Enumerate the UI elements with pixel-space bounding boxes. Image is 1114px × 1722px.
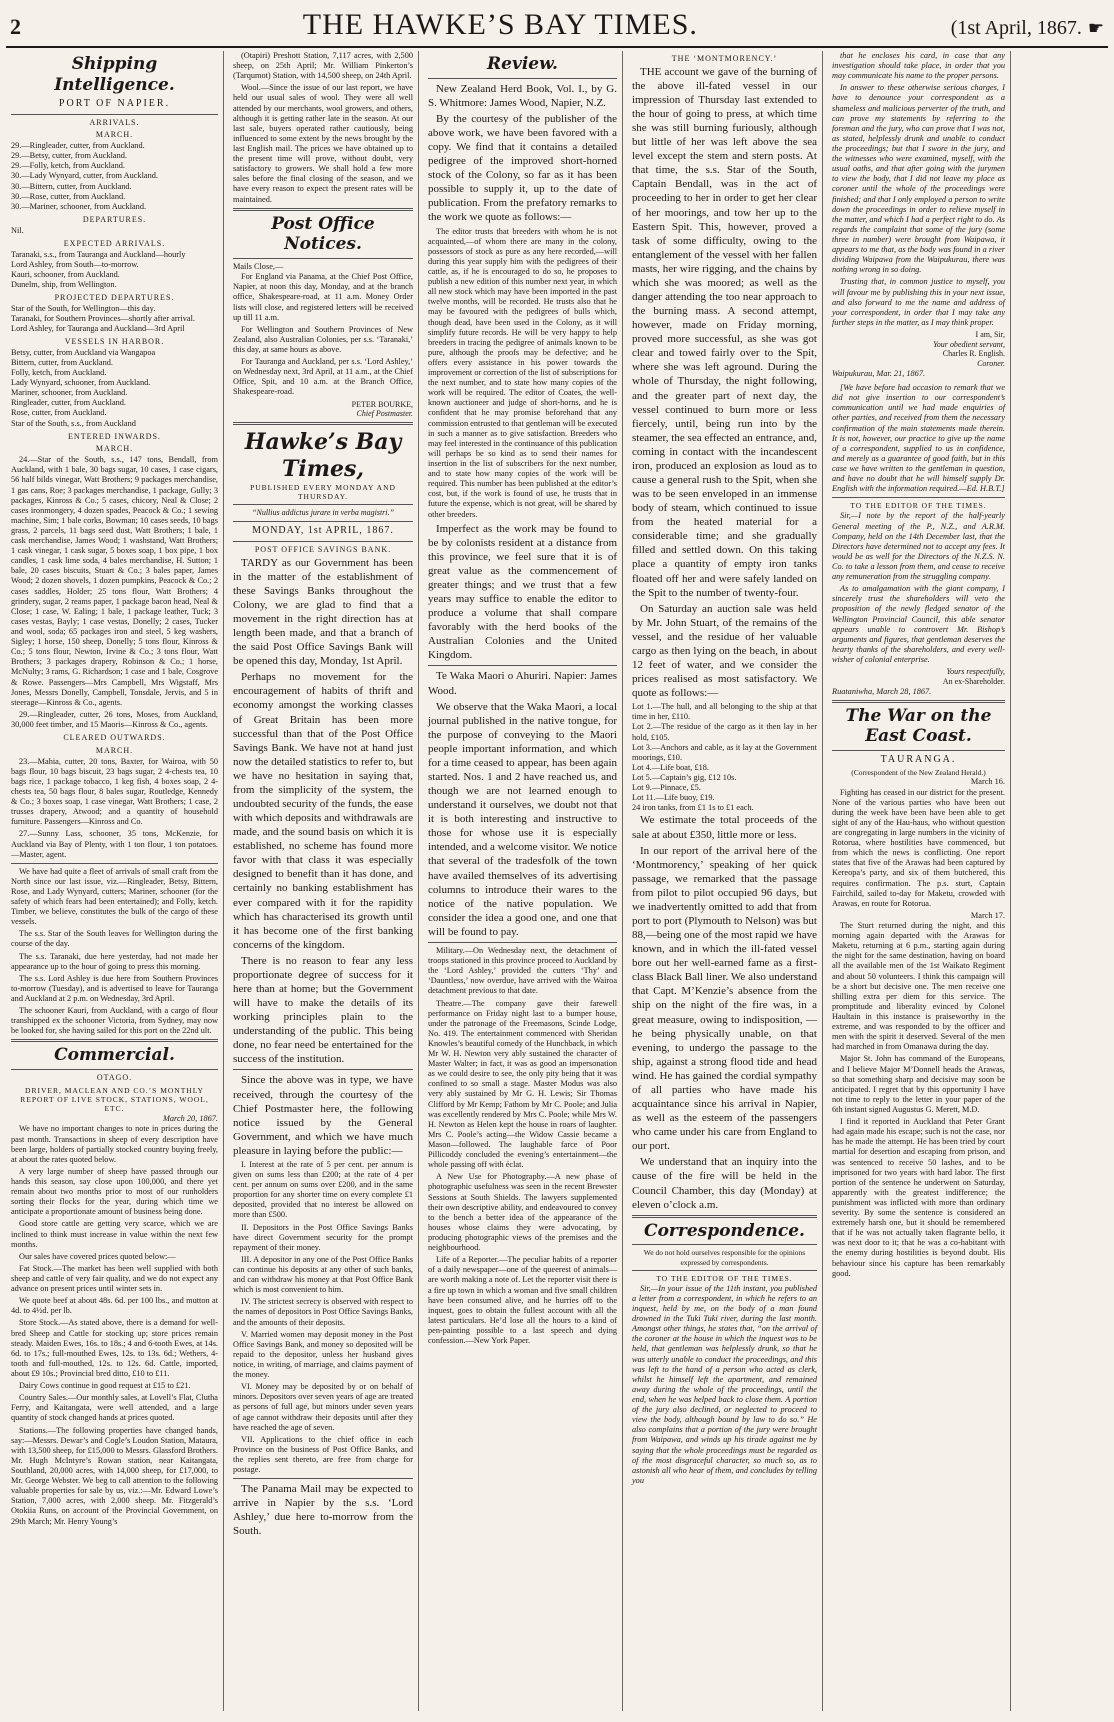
letter-signer: Charles R. English. [942, 349, 1005, 359]
montmorency-paragraph: We understand that an inquiry into the cause of the fire will be held in the Council Chamber, this day (Monday) at eleven o’clock a.m. [632, 1156, 817, 1211]
report-paragraph: Dairy Cows continue in good request at £15 to £21. [19, 1381, 191, 1391]
page-number: 2 [10, 14, 21, 39]
tauranga-heading: TAURANGA. [880, 754, 957, 766]
list-item: Lord Ashley, for Tauranga and Auckland—3rd April [11, 323, 185, 333]
mails-close: Mails Close,— [233, 262, 284, 272]
newspaper-title: THE HAWKE’S BAY TIMES. [302, 8, 698, 41]
page-header [6, 8, 1108, 48]
list-item: 30.—Bittern, cutter, from Auckland. [11, 181, 132, 191]
motto: “Nullius addictus jurare in verba magistri.” [252, 507, 394, 517]
letter-paragraph: Trusting that, in common justice to myself, you will favour me by publishing this in your next issue, and also forward to me the name and address of your correspondent, in order that I may take any further steps in the matter, as I may think proper. [832, 277, 1005, 327]
war-paragraph: Fighting has ceased in our district for the present. None of the various parties who have been out during the week have been have been able to get sight of any of the Hau-haus, who without question are congregating in large numbers in the vicinity of Rotorua, where hostilities have commenced, but from which the news is conflicting. One report states that five of the Arawas had been captured by Kereopa’s party, and six of them butchered, this requires confirmation. The p.s. sturt, Captain Fairchild, sailed to-day for Maketu, crowded with Arawas, en route for Rotorua. [832, 787, 1005, 908]
savings-rule: III. A depositor in any one of the Post Office Banks can continue his deposits at any other of such banks, and can withdraw his money at that Post Office Bank which is most convenient to him. [233, 1254, 413, 1295]
commercial-heading: Commercial. [54, 1045, 175, 1066]
list-item: Bittern, cutter, from Auckland. [11, 357, 113, 367]
mail-notice: For Wellington and Southern Provinces of New Zealand, also Australian Colonies, per s.s. ‘Taranaki,’ this day, at same hours as above. [233, 324, 413, 354]
cleared-entry: 23.—Mahia, cutter, 20 tons, Baxter, for Wairoa, with 50 bags flour, 10 bags biscuit, 23 bags sugar, 2 4-chests tea, 10 bags rice, 1 package tobacco, 1 keg fish, 4 boxes soap, 2 4-chests tea, 50 bags flour, 8 bales sugar, Routledge, Kennedy & Co.; 3 boxes soap, 1 case vinegar, Watt Brothers; 1 case, 2 trusses drapery, Atwood; and a quantity of household furniture. Passengers—Kinross and Co. [11, 756, 218, 827]
reporter-paragraph: Life of a Reporter.—The peculiar habits of a reporter of a daily newspaper—one of the queerest of animals—are worth making a note of. Let the reporter visit there is a fire up town in which a woman and five small children have been consumed alive, and he hurries off to the inquest, goes to obtain the fullest account with all the latest particulars. He’d lose all the hours to a kind of pen-painting possible to a last speech and dying confession.—New York Paper. [428, 1255, 617, 1346]
list-item: 30.—Mariner, schooner, from Auckland. [11, 201, 147, 211]
waka-title: Te Waka Maori o Ahuriri. Napier: James Wood. [428, 670, 617, 697]
montmorency-paragraph: We estimate the total proceeds of the sale at about £350, little more or less. [632, 814, 817, 841]
arrivals-heading: ARRIVALS. [89, 117, 140, 127]
report-paragraph: A very large number of sheep have passed through our hands this season, say close upon 100,000, and there yet remain about two months prior to most of our runholders sorting their flocks for the year, during which time we anticipate a proportionate amount of business being done. [11, 1166, 218, 1217]
pointing-hand-icon: ☛ [1087, 18, 1104, 38]
photography-paragraph: A New Use for Photography.—A new phase of photographic usefulness was seen in the recent Brewster Sessions at South Shields. The lawyers supplemented their own descriptive ability, and endeavoured to convey to the bench a better idea of the appearance of the houses whose claims they were advocating, by producing photographic views of the premises and the neighbourhood. [428, 1172, 617, 1253]
editorial-paper-name: Hawke’s Bay Times, [244, 429, 402, 482]
lot-item: 24 iron tanks, from £1 1s to £1 each. [632, 803, 754, 813]
montmorency-paragraph: On Saturday an auction sale was held by Mr. John Stuart, of the remains of the vessel, and the residue of her valuable cargo as then lying on the beach, in about 12 feet of water, and we consider the prices realised as most satisfactory. We quote as follows:— [632, 602, 817, 700]
savings-heading: POST OFFICE SAVINGS BANK. [254, 544, 392, 554]
report-paragraph: We quote beef at about 48s. 6d. per 100 lbs., and mutton at 4d. to 4½d. per lb. [11, 1296, 218, 1316]
report-date: March 20, 1867. [163, 1114, 218, 1124]
list-item: Betsy, cutter, from Auckland via Wangapoa [11, 347, 156, 357]
margin-strip [1015, 51, 1108, 1711]
shipping-summary: The s.s. Star of the South leaves for Wellington during the course of the day. [11, 929, 218, 949]
editorial-paragraph: Since the above was in type, we have received, through the courtesy of the Chief Postmaster here, the following notice issued by the General Government, and which we have much pleasure in laying before the public:— [233, 1074, 413, 1157]
letter-paragraph: Sir,—I note by the report of the half-yearly General meeting of the P., N.Z., and A.R.M. Company, held on the 14th December last, that the Directors have determined not to accept any fees. It would be as well for the Directors of the N.Z.S. N. Co. to take a lesson from them, and cease to receive any remuneration from the struggling company. [832, 511, 1005, 582]
war-paragraph: I find it reported in Auckland that Peter Grant had again made his escape; such is not the case, nor has he made the attempt. He has been tried by court martial for desertion and escaping from prison, and was sentenced to receive 50 lashes, and to be imprisoned for two years with hard labor. The first portion of the sentence he underwent on Saturday, apparently with the greatest indifference; the punishment was inflicted with more than ordinary severity. By some the sentence is considered an extremely harsh one, but it should be remembered that if he was not actually taken flagrante bello, it was next door to it; that he was a co-habitant with the enemy during hostilities is beyond doubt. His behaviour since his capture has been remarkably good. [832, 1117, 1005, 1278]
list-item: Dunelm, ship, from Wellington. [11, 279, 117, 289]
list-item: 29.—Folly, ketch, from Auckland. [11, 161, 125, 171]
war-heading: The War on the East Coast. [845, 705, 992, 747]
report-paragraph: Stations.—The following properties have changed hands, say:—Messrs. Dewar’s and Cogle’s Loudon Station, Mataura, with 13,500 sheep, for £15,000 to Messrs. Glassford Brothers. Mr. Hugh McIntyre’s Rowan station, near Kaitangata, Southland, 20,000 acres, with 14,000 sheep, for £17,000, to Mr. George Webster. We beg to call attention to the following valuable properties for sale by us, viz.:—Mr. Edward Lowe’s Station, 7,000 acres, with 2,000 sheep. Mr. Fitzgerald’s Otokiia Runs, on account of the Provincial Government, on 29th March; Mr. Henry Young’s [11, 1425, 218, 1526]
letter-closing: Your obedient servant, [933, 339, 1005, 349]
editorial-paragraph: There is no reason to fear any less proportionate degree of success for it here than at home; but the Government will have to make the details of its working principles plain to the understanding of the public. This being done, no fear need be entertained for the success of the institution. [233, 954, 413, 1066]
expected-heading: EXPECTED ARRIVALS. [63, 238, 166, 248]
editorial-masthead [233, 429, 413, 537]
report-paragraph: Country Sales.—Our monthly sales, at Lovell’s Flat, Clutha Ferry, and Kaitangata, were well attended, and a large quantity of stock changed hands at prices quoted. [11, 1393, 218, 1423]
column-letters-war [827, 51, 1011, 1711]
letter-place-date: Ruataniwha, March 28, 1867. [832, 686, 932, 696]
savings-rule: VI. Money may be deposited by or on behalf of minors. Depositors over seven years of age are treated as persons of full age, but minors under seven years of age cannot withdraw their deposits until after they have reached the age of seven. [233, 1382, 413, 1432]
list-item: Folly, ketch, from Auckland. [11, 368, 107, 378]
cleared-heading: CLEARED OUTWARDS. [63, 733, 166, 743]
lot-item: Lot 3.—Anchors and cable, as it lay at the Government moorings, £10. [632, 742, 817, 762]
letter-paragraph: Sir,—In your issue of the 11th instant, you published a letter from a correspondent, in which he refers to an inquest, held by me, on the body of a man found drowned in the Tuki Tuki river, during the last month. Amongst other things, he states that, “on the arrival of the coroner at the house in which the inquest was to be held, that gentleman was helplessly drunk, so that he was utterly unable to conduct the proceedings, and this was left to the hand of a person who acted as clerk, whilst he himself left the apartment, and remained away during the whole of the proceedings, until the end, when he was helped back to close them. A portion of the jury also declined, or neglected to proceed to view the body, although bound by law to do so.” He also complains that a portion of the jury were brought from Waipawa, and winds up his tirade against me by saying that the whole proceedings must be regarded as of the most disgraceful character, so much so, as to astonish all who hear of them, and concludes by telling you [632, 1283, 817, 1485]
wool-paragraph: Wool.—Since the issue of our last report, we have held our usual sales of wool. They were all well attended by our merchants, wool growers, and others, although it is getting rather late in the season. At our last sale, buyers operated rather cautiously, being influenced to some extent by the news brought by the last English mail. The prices we have obtained up to the present time will prove, without doubt, very satisfactory to growers. We shall hold a few more sales before the final closing of the season, and we have every reason to expect the present rates will be maintained. [233, 83, 413, 204]
montmorency-paragraph: THE account we gave of the burning of the above ill-fated vessel in our impression of Thursday last extended to the hour of going to press, at which time she was still burning furiously, although but little of her was left above the sea level except the stem and stern posts. At that time, the s.s. Star of the South, Captain Bendall, was in the act of proceeding to her in order to get her clear of her moorings, and tow her up to the Eastern Spit. This, however, proved a task of some difficulty, owing to the entanglement of the vessel with her fallen masts, her wire rigging, and the chains by which she was moored; as well as the danger attending the too near approach to the burning mass. A second attempt, however, made on Friday morning, proved more successful, as she was got clear and towed fairly over to the Spit, where she was left aground. During the whole of Thursday, the night following, and the greater part of next day, the vessel continued to burn more or less fiercely, until, being run into by the steamer, the sea effected an entrance, and, coming in contact with the incandescent iron, produced an explosion as loud as to cause a general rush to the Spit, when she was to be seen enveloped in an immense body of steam, which continued to issue from the heated material for a considerable time; and she gradually filled and settled down. On this taking place a quantity of empty iron tanks floated off her and were safely landed on the Spit to the number of twenty-four. [632, 65, 817, 599]
savings-rule: VII. Applications to the chief office in each Province on the business of Post Office Banks, and the replies sent thereto, are free from charge for postage. [233, 1434, 413, 1475]
theatre-paragraph: Theatre.—The company gave their farewell performance on Friday night last to a bumper house, under the patronage of the Freemasons, Scinde Lodge, No. 419. The entertainment commenced with Sheridan Knowles’s beautiful comedy of the Hunchback, in which Mr W. H. Newton very ably sustained the character of Master Walter; in fact, it was as good an impersonation as we could desire to see, the only pity being that it was confined to so small a stage. Master Modus was also very ably sustained by Mr G. H. Lewis; Sir Thomas Clifford by Mr Kemp; Fathom by Mr C. Poole; and Julia was excellently rendered by Mrs C. Poole; while Mrs W. H. Newton as Helen kept the house in roars of laughter. Mrs C. Poole’s acting—the Widow Cassie became a Mason—followed. The laughable farce of Poor Pillicoddy concluded the evening’s entertainment—the whole passing off with éclat. [428, 998, 617, 1170]
savings-rule: I. Interest at the rate of 5 per cent. per annum is given on sums less than £200; at the rate of 4 per cent. per annum on sums over £200, and in the same proportion for any shorter time on every complete £1 deposited, provided that no interest be allowed on more than £500. [233, 1159, 413, 1220]
letter-paragraph: As to amalgamation with the giant company, I sincerely trust the shareholders will veto the proposition of the newly fledged senator of the Wellington Provincial Council, this able senator appears unable to controvert Mr. Bishop’s arguments and figures, that gentleman deserves the hearty thanks of the shareholders, and every well-wisher of colonial enterprise. [832, 584, 1005, 664]
montmorency-paragraph: In our report of the arrival here of the ‘Montmorency,’ speaking of her quick passage, we remarked that the passage from pilot to pilot occupied 96 days, but we inadvertently omitted to add that from port to port (Plymouth to Nelson) was but 88,—being one of the most rapid we have known, and in which the ill-fated vessel bore out her well-earned fame as a first-class Black Ball liner. We also understand that Capt. M’Kenzie’s absence from the ship on the night of the fire was, in a great measure, owing to indisposition, —he being physically unable, on that evening, to undergo the passage to the ship, against a strong flood tide and head wind. He has gained the cordial sympathy of all parties who have made his acquaintance since his arrival in Napier, as well as the esteem of the passengers who came under his care from England to our port. [632, 844, 817, 1153]
columns [6, 51, 1108, 1711]
letter-place-date: Waipukurau, Mar. 21, 1867. [832, 368, 926, 378]
review-heading: Review. [487, 54, 558, 74]
review-paragraph: By the courtesy of the publisher of the above work, we have been favored with a copy. We find that it contains a detailed pedigree of the improved short-horned stock of the Colony, so far as it has been possible to supply it, up to the date of publication. From the prefatory remarks to the work we quote as follows:— [428, 112, 617, 224]
list-item: Star of the South, for Wellington—this day. [11, 303, 156, 313]
entered-entry: 29.—Ringleader, cutter, 26 tons, Moses, from Auckland, 30,000 feet timber, and 15 Maoris—Kinross & Co., agents. [11, 709, 218, 730]
letter-closing: I am, Sir, [975, 329, 1005, 339]
editorial-paragraph: TARDY as our Government has been in the matter of the establishment of these Savings Banks throughout the Colony, we are glad to find that a movement in the right direction has at length been made, and that a branch of the said Post Office Savings Bank will be opened this day, Monday, 1st April. [233, 556, 413, 668]
list-item: 30.—Rose, cutter, from Auckland. [11, 191, 126, 201]
lot-item: Lot 2.—The residue of the cargo as it then lay in her hold, £105. [632, 722, 817, 742]
lot-item: Lot 11.—Life buoy, £19. [632, 793, 715, 803]
list-item: Kauri, schooner, from Auckland. [11, 269, 120, 279]
list-item: Rose, cutter, from Auckland. [11, 408, 107, 418]
report-paragraph: Good store cattle are getting very scarce, which we are inclined to think must increase in value within the next few months. [11, 1219, 218, 1249]
savings-rule: V. Married women may deposit money in the Post Office Savings Bank, and money so deposited will be repaid to the depositor, unless her husband gives notice, in writing, of marriage, and claims payment of the money. [233, 1329, 413, 1380]
military-paragraph: Military.—On Wednesday next, the detachment of troops stationed in this province proceed to Auckland by the ‘Lord Ashley,’ provided the cutters ‘Thy’ and ‘Dauntless,’ now overdue, have arrived with the Wairoa detachment previous to that date. [428, 945, 617, 996]
war-paragraph: Major St. John has command of the Europeans, and I believe Major M’Donnell heads the Arawas, so that something sharp and decisive may soon be anticipated. I regret that by this opportunity I have not time to reply to the letter in your paper of the 6th instant signed Augustus G. Merett, M.D. [832, 1054, 1005, 1114]
list-item: Star of the South, s.s., from Auckland [11, 418, 136, 428]
letter-paragraph: In answer to these otherwise serious charges, I have to denounce your correspondent as a shameless and malicious perverter of the truth, and can prove my statements by referring to the foreman and the jury, who can prove that I was not, as stated, helplessly drunk and unable to conduct the proceedings; but that I swore in the jury, and the witnesses who were examined, myself, with the usual oaths, and that after going with the jurymen to view the body, that I did not leave my place as coroner until the whole of the proceedings were finished; and that I only employed a person to write down the proceedings in order to relieve myself in the matter, and which I had a perfect right to do. As regards the complaint that some of the jury (some three in number) were brought from Waipawa, it appears to me that, as the body was found in a river dividing Waipawa from the Waipukurau, there was nothing wrong in so doing. [832, 83, 1005, 275]
shipping-summary: The s.s. Taranaki, due here yesterday, had not made her appearance up to the hour of going to press this morning. [11, 951, 218, 971]
entered-entry: 24.—Star of the South, s.s., 147 tons, Bendall, from Auckland, with 1 bale, 30 bags sugar, 10 cases, 1 case cigars, 56 half bilds vinegar, Watt Brothers; 9 packages merchandise, 1 gas cans, Roe; 3 packages merchandise, 1 package, Gully; 3 packages, Kinross & Co.; 5 cases, chicory, Neal & Close; 2 cases ironmongery, 4 dozen spades, Peacock & Co.; 1 sewing machine, Sim; 1 bale corks, Bowman; 10 cases seeds, 10 bags grass, 2 parcels, 11 bags seed dust, Watt Brothers; 1 bale, 1 cask merchandise, James Wood; 1 washstand, Watt Brothers; 1 cask vinegar, 1 cask sugar, 5 boxes soap, 1 box pipe, 1 box candles, 1 cask lime soda, 4 bales merchandise, H. Sutton; 1 bale, 20 cases biscuits, Stuart & Co.; 3 bales paper, James Wood; 2 dozen shovels, 1 dozen pumpkins, Peacock & Co.; 2 cases saddles, Holder; 25 tons flour, Watt Brothers; 4 grindery, sugar, 2 reams paper, 1 package bacon head, Neal & Close; 1 case, W. Ealing; 1 bale, 1 package leather, Tuck; 3 cases vestas, Bayly; 1 case vestas, Donelly; 2 cases, Tucker and wool, soda; 65 packages iron and steel, 5 keg washers, Sigley; 1 horse, 150 sheep, Donelly; 5 tons flour, Kinross & Co.; 5 tons flour, Newton, Irvine & Co.; 3 tons flour, Watt Brothers; 3 packages drapery, Robinson & Co.; 1 horse, McNulty; 3 rams, G. Richardson; 1 case and 1 bale, Cosgrove & Rowe. Passengers—Mrs Campbell, Mrs Wigstaff, Mrs Jones, Messrs Donelly, Campbell, Tonsdale, Jervis, and 5 in steerage—Kinross & Co., agents. [11, 455, 218, 707]
to-editor: TO THE EDITOR OF THE TIMES. [656, 1273, 793, 1283]
editor-note: [We have before had occasion to remark that we did not give insertion to our correspondent’s communication until we had made enquiries of other parties, and received from them the necessary confirmation of the main statements made therein. It is not, however, our practice to give up the name of a correspondent, supplied to us in confidence, and merely as a guarantee of good faith, but in this case we have written to the gentleman in question, and have no doubt that he will himself supply Dr. English with the information required.—Ed. H.B.T.] [832, 383, 1005, 494]
review-quote: The editor trusts that breeders with whom he is not acquainted,—of whom there are many in the colony, possessors of stock as pure as any here recorded,—will during this year supply him with the pedigrees of their cattle, as, if he is encouraged to do so, he proposes to publish a new edition of this number next year, in which all new stock which may have been imported in the past twelve months, will be recorded. He trusts also that he may be favoured with the pedigrees of bulls which, though dead, have been used in the Colony, as it will simplify future records. He will be very happy to help breeders in tracing the pedigree of animals known to be pure, although the proofs may be defective; and he offers every assistance in his power towards the improvement or correction of the list of subscriptions for the next number, and to state how many copies of the work will be required. The editor of Coates, the well-known auctioneer and judge of short-horns, and he is confident that he may promise beforehand that any commission entrusted to that gentleman will be executed in such a manner as to give satisfaction. Breeders who may feel interested in the continuance of this publication will perhaps be so kind as to send their names for insertion in the list of subscribers for the next number, and to state how many copies of the work will be required. This number has been published at the editor’s cost, but, if the work is found of use, he trusts that in future the expense, which is not great, will be shared by other breeders. [428, 226, 617, 519]
mail-notice: For Tauranga and Auckland, per s.s. ‘Lord Ashley,’ on Wednesday next, 3rd April, at 11 a.m., at the Chief Office, Spit, and 10 a.m. at the Branch Office, Shakespeare-road. [233, 357, 413, 397]
list-item: Taranaki, s.s., from Tauranga and Auckland—hourly [11, 249, 186, 259]
post-office-heading: Post Office Notices. [271, 213, 375, 255]
list-item: 29.—Ringleader, cutter, from Auckland. [11, 141, 145, 151]
lot-item: Lot 4.—Life boat, £18. [632, 762, 709, 772]
report-paragraph: Fat Stock.—The market has been well supplied with both sheep and cattle of very fair quality, and we do not expect any advance on present prices until winter sets in. [11, 1263, 218, 1294]
mail-notice: For England via Panama, at the Chief Post Office, Napier, at noon this day, Monday, and at the branch office, Shakespeare-road, at 11 a.m. Money Order lists will close, and registered letters will be received up till 11 a.m. [233, 272, 413, 322]
column-post-office [228, 51, 419, 1711]
waka-paragraph: We observe that the Waka Maori, a local journal published in the native tongue, for the purpose of conveying to the Maori people important information, and which for a time ceased to appear, has been again started. Nos. 1 and 2 have reached us, and though we are not learned enough to understand it ourselves, we doubt not that it is both interesting and instructive to those for whose use it is especially intended, and a welcome visitor. We notice that several of the tradesfolk of the town have availed themselves of its advertising columns to introduce their wares to the notice of the native population. We consider the idea a good one, and one that will be found to pay. [428, 700, 617, 938]
letter-signer-title: Coroner. [977, 359, 1005, 369]
cleared-month: MARCH. [95, 745, 134, 755]
editorial-date: MONDAY, 1st APRIL, 1867. [252, 524, 394, 536]
column-montmorency [627, 51, 823, 1711]
montmorency-heading: THE ‘MONTMORENCY.’ [671, 54, 778, 63]
signer-title: Chief Postmaster. [356, 409, 413, 419]
report-paragraph: Store Stock.—As stated above, there is a demand for well-bred Sheep and Cattle for stocking up; store prices remain steady. Maiden Ewes, 16s. to 18s.; 4 and 6-tooth Ewes, at 14s. 6d. to 17s.; full-mouthed Ewes, 12s. to 13s. 6d.; Wethers, 4-tooth and full-mouthed, 12s. to 12s. 6d. Cattle, imported, about £9 10s.; Provincial bred ditto, £10 to £11. [11, 1318, 218, 1378]
arrivals-month: MARCH. [95, 130, 134, 140]
report-title: DRIVER, MACLEAN AND CO.’S MONTHLY REPORT OF LIVE STOCK, STATIONS, WOOL, ETC. [20, 1085, 209, 1114]
otago-heading: OTAGO. [96, 1073, 133, 1083]
entered-month: MARCH. [95, 444, 134, 454]
projected-heading: PROJECTED DEPARTURES. [54, 292, 175, 302]
letter-signer: An ex-Shareholder. [942, 676, 1005, 686]
war-paragraph: The Sturt returned during the night, and this morning again departed with the Arawas for Maketu, returning at 6 p.m., starting again during the night for the same destination, having on board all the available men of the 1st Waikato Regiment and about 50 volunteers. I think this campaign will be a short but decisive one. The men receive one shilling extra per diem for this service. The promptitude and liberality evinced by Colonel Haultain in this instance is praiseworthy in the extreme, and was responded to by the officer and men with the spirit it deserved. Several of the men had marched in from Omanawa during the day. [832, 920, 1005, 1052]
column-review [423, 51, 623, 1711]
list-item: Ringleader, cutter, from Auckland. [11, 398, 126, 408]
correspondence-heading: Correspondence. [644, 1220, 805, 1241]
report-paragraph: Our sales have covered prices quoted below:— [19, 1251, 176, 1261]
dispatch-date: March 16. [970, 777, 1005, 787]
list-item: Mariner, schooner, from Auckland. [11, 388, 128, 398]
shipping-summary: We have had quite a fleet of arrivals of small craft from the North since our last issue, viz.—Ringleader, Betsy, Bittern, Rose, and Lady Wynyard, cutters; Mariner, schooner (for the safety of which fears had been entertained); and Folly, ketch. Timber, we believe, constitutes the bulk of the cargo of these vessels. [11, 866, 218, 927]
shipping-summary: The s.s. Lord Ashley is due here from Southern Provinces to-morrow (Tuesday), and is advertised to leave for Tauranga and Auckland at 2 p.m. on Wednesday, 3rd April. [11, 973, 218, 1004]
disclaimer: We do not hold ourselves responsible for the opinions expressed by correspondents. [643, 1248, 806, 1267]
list-item: Lord Ashley, from South—to-morrow. [11, 259, 139, 269]
issue-date: (1st April, 1867. ☛ [950, 17, 1104, 39]
savings-rule: II. Depositors in the Post Office Savings Banks have direct Government security for the prompt repayment of their money. [233, 1222, 413, 1252]
shipping-summary: The schooner Kauri, from Auckland, with a cargo of flour transhipped ex the schooner Victoria, from Sydney, may now be looked for, she having sailed for this port on the 22nd ult. [11, 1006, 218, 1036]
departures-nil: Nil. [11, 225, 24, 235]
entered-heading: ENTERED INWARDS. [68, 431, 161, 441]
shipping-heading: Shipping Intelligence. [54, 54, 175, 95]
list-item: 30.—Lady Wynyard, cutter, from Auckland. [11, 171, 158, 181]
herald-credit: (Correspondent of the New Zealand Herald.) [851, 768, 986, 778]
report-continuation: (Otapiri) Preshott Station, 7,117 acres, with 2,500 sheep, on 25th April; Mr. William Pinkerton’s (Tarqumot) Station, with 14,500 sheep, on 24th April. [233, 51, 413, 81]
dispatch-date: March 17. [970, 910, 1005, 920]
review-paragraph: Imperfect as the work may be found to be by colonists resident at a distance from this province, we feel sure that it is of great value as the commencement of greater things; and we trust that a few years may suffice to enable the editor to produce a volume that shall compare favorably with the herd books of the Australian Colonies and the United Kingdom. [428, 522, 617, 662]
publication-schedule: PUBLISHED EVERY MONDAY AND THURSDAY. [250, 482, 396, 501]
signer-name: PETER BOURKE, [351, 399, 413, 409]
lot-item: Lot 9.—Pinnace, £5. [632, 783, 701, 793]
list-item: Lady Wynyard, schooner, from Auckland. [11, 378, 151, 388]
letter-closing: Yours respectfully, [946, 667, 1005, 677]
book-title: New Zealand Herd Book, Vol. I., by G. S. Whitmore: James Wood, Napier, N.Z. [428, 82, 617, 109]
to-editor: TO THE EDITOR OF THE TIMES. [850, 501, 987, 511]
lot-item: Lot 5.—Captain’s gig, £12 10s. [632, 773, 737, 783]
savings-rule: IV. The strictest secrecy is observed with respect to the names of depositors in Post Office Savings Banks, and the amounts of their deposits. [233, 1297, 413, 1327]
editorial-paragraph: Perhaps no movement for the encouragement of habits of thrift and economy amongst the working classes of Great Britain has been more successful than that of the Post Office Savings Bank. We have not at hand just now the detailed statistics to refer to, but we have no hesitation in saying that, from the simplicity of the system, the undoubted security of the funds, the ease with which deposits and withdrawals are made, and the sound basis on which it is established, no scheme has found more favor with that class it was especially designed to benefit than it has done, and certainly no banking establishment has ever compared with it for the rapidity which has characterised its growth until it has become one of the first banking concerns of the kingdom. [233, 671, 413, 951]
list-item: Taranaki, for Southern Provinces—shortly after arrival. [11, 313, 195, 323]
port-heading: PORT OF NAPIER. [58, 98, 171, 110]
list-item: 29.—Betsy, cutter, from Auckland. [11, 151, 127, 161]
report-paragraph: We have no important changes to note in prices during the past month. Transactions in sheep of every description have been large, holders of partially stocked country buying freely, at about the rates quoted below. [11, 1124, 218, 1164]
vessels-heading: VESSELS IN HARBOR. [64, 337, 165, 347]
cleared-entry: 27.—Sunny Lass, schooner, 35 tons, McKenzie, for Auckland via Bay of Plenty, with 1 ton flour, 1 ton potatoes.—Master, agent. [11, 829, 218, 859]
letter-paragraph: that he encloses his card, in case that any investigation should take place, in order that you may communicate his name to the proper persons. [832, 51, 1005, 81]
lot-item: Lot 1.—The hull, and all belonging to the ship at that time in her, £110. [632, 702, 817, 722]
column-shipping [6, 51, 224, 1711]
departures-heading: DEPARTURES. [82, 214, 147, 224]
mail-note: The Panama Mail may be expected to arrive in Napier by the s.s. ‘Lord Ashley,’ due here to-morrow from the South. [233, 1483, 413, 1538]
